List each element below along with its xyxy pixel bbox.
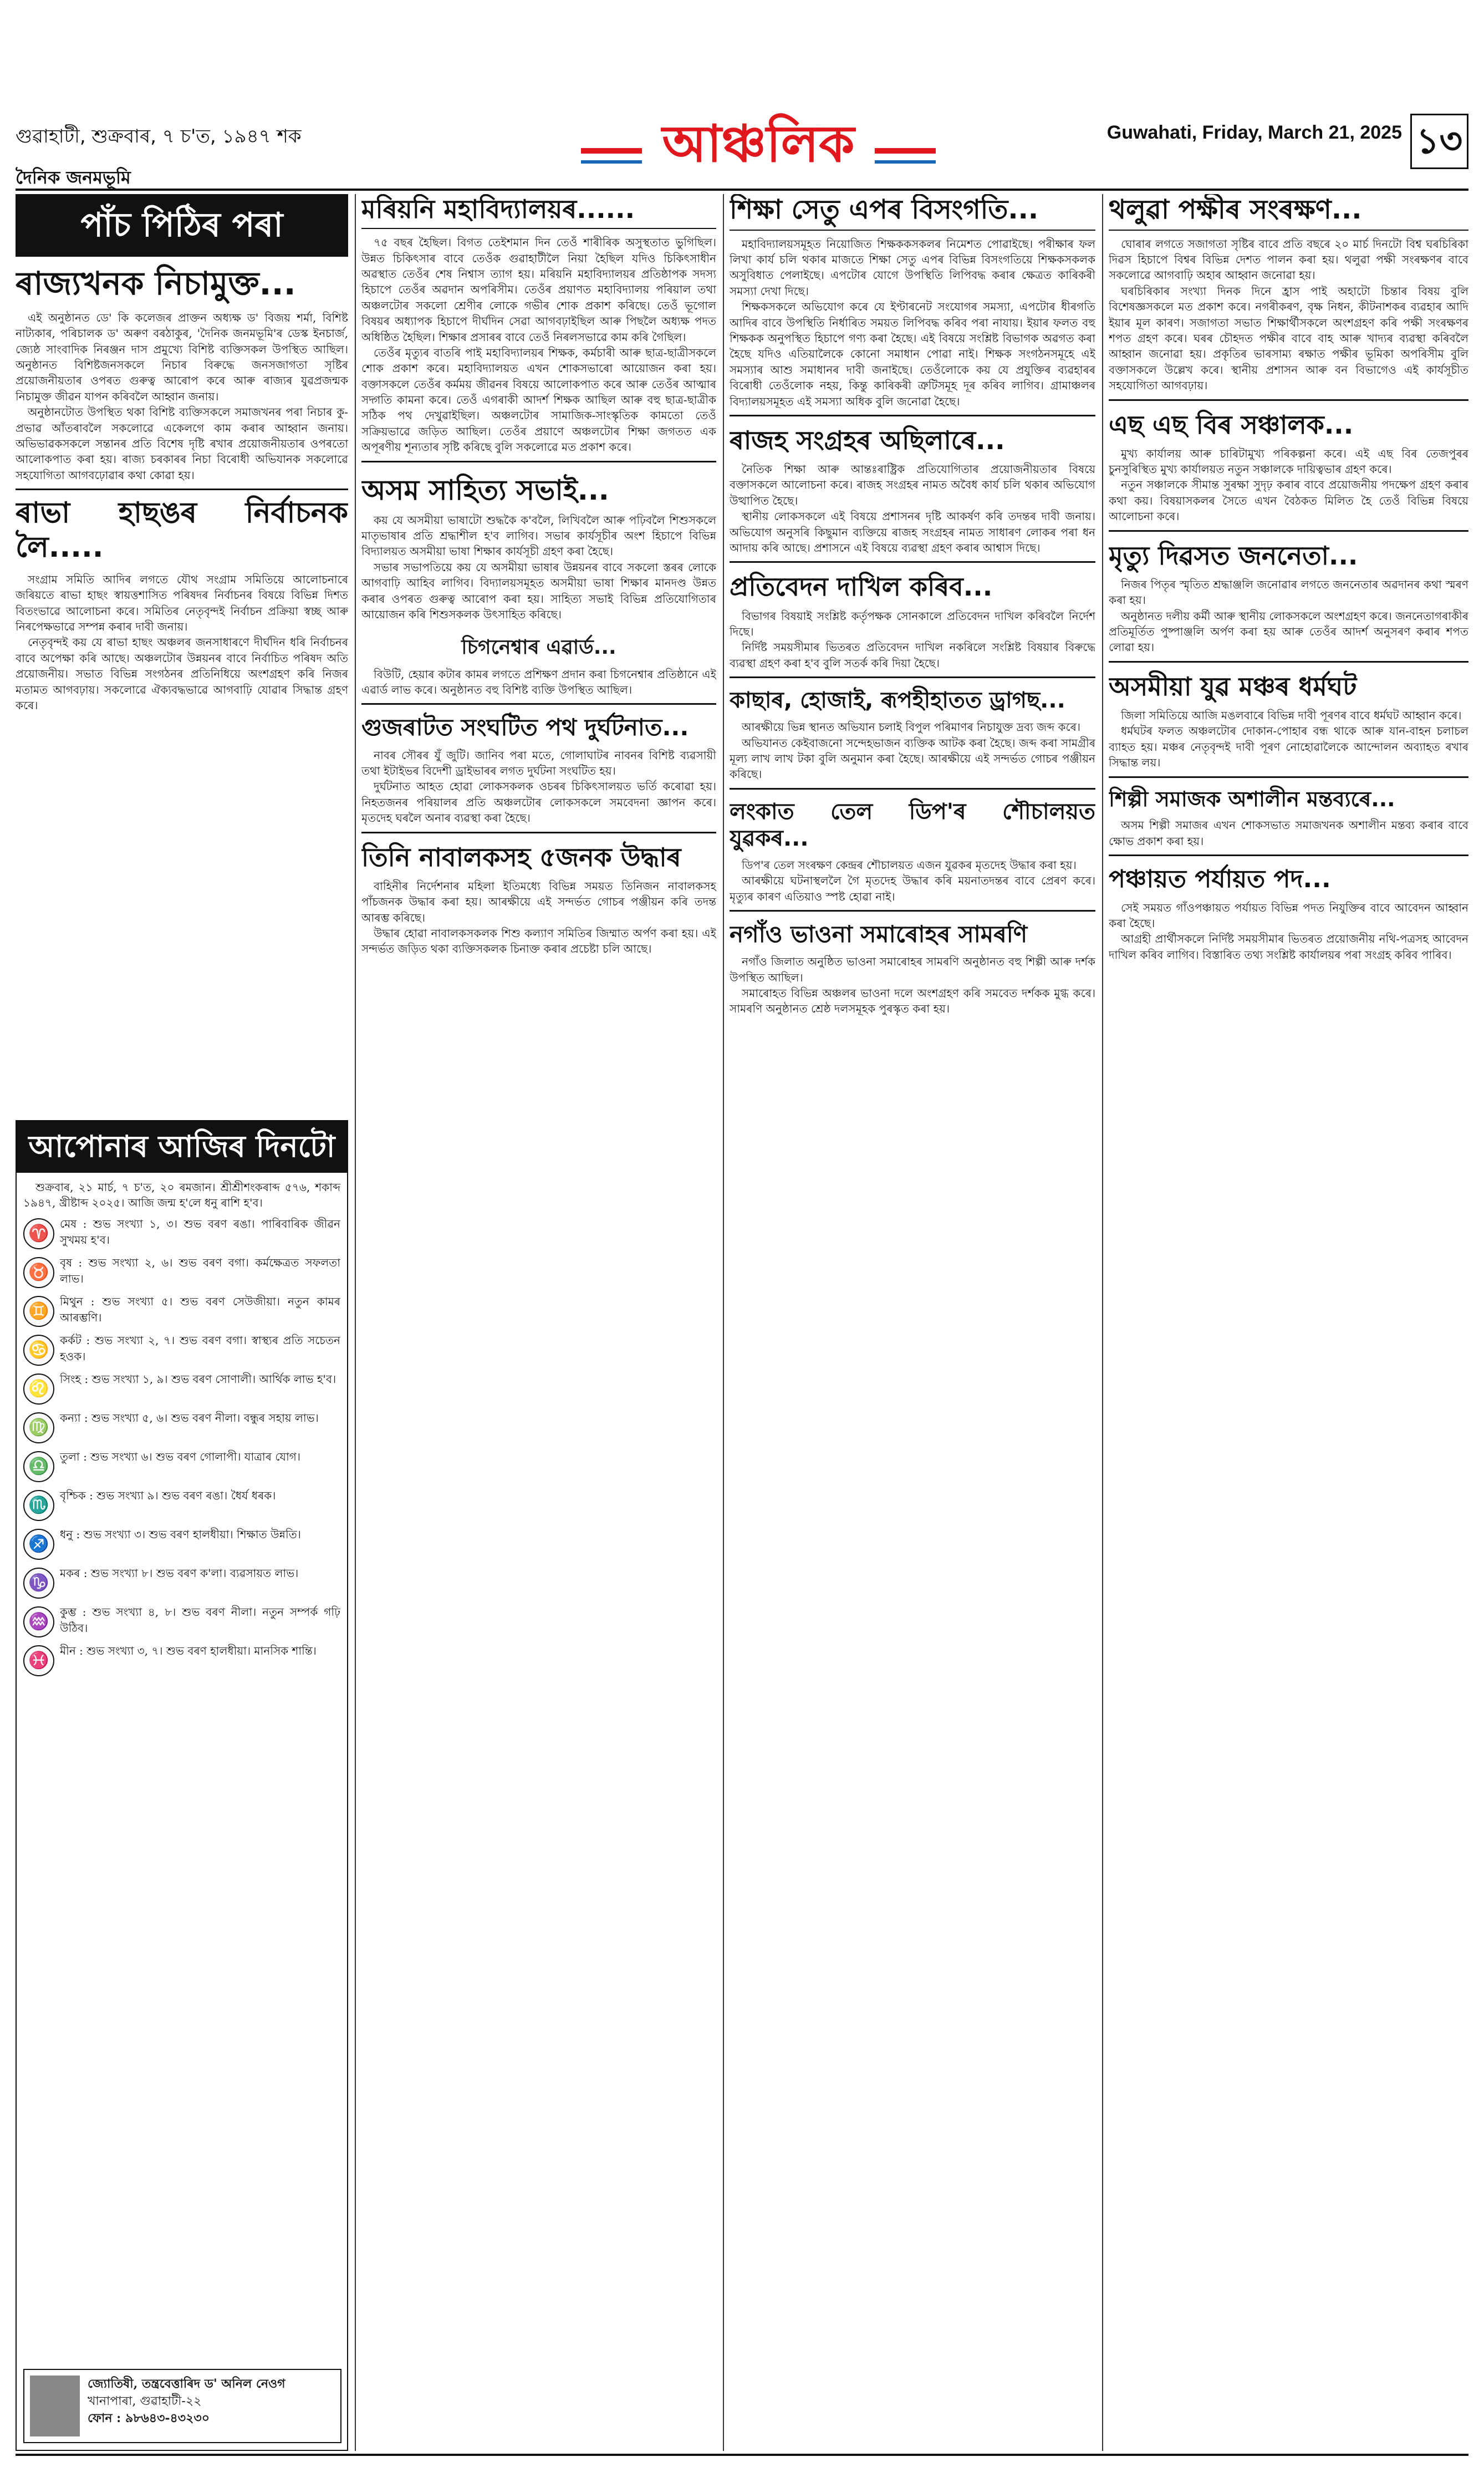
divider — [730, 561, 1095, 563]
column-2 — [361, 194, 716, 2451]
headline-revenue: ৰাজহ সংগ্ৰহৰ অছিলাৰে... — [730, 425, 1005, 455]
story-moriani-college: ৭৫ বছৰ হৈছিল। বিগত তেইশমান দিন তেওঁ শাৰীৰিক অসুস্থতাত ভুগিছিল। উন্নত চিকিৎসাৰ বাবে তেওঁক গুৱাহাটীলৈ নিয়া হৈছিল যদিও চিকিৎসাধীন অৱস্থাত তেওঁৰ শেষ নিশ্বাস ত্যাগ হয়। মৰিয়নি মহাবিদ্যালয়ৰ প্ৰতিষ্ঠাপক সদস্য হিচাপে তেওঁৰ অৱদান অপৰিসীম। তেওঁৰ প্ৰয়াণত মহাবিদ্যালয় পৰিয়াল তথা অঞ্চলটোৰ সকলো শ্ৰেণীৰ লোকে গভীৰ শোক প্ৰকাশ কৰিছে। তেওঁ ভূগোল বিষয়ৰ অধ্যাপক হিচাপে দীৰ্ঘদিন সেৱা আগবঢ়াইছিল আৰু পিছলৈ অধ্যক্ষ পদত অধিষ্ঠিত হৈছিল। শিক্ষাৰ প্ৰসাৰৰ বাবে তেওঁ নিৰলসভাৱে কাম কৰি গৈছিল। — [361, 236, 716, 344]
story-moriani-extra: তেওঁৰ মৃত্যুৰ বাতৰি পাই মহাবিদ্যালয়ৰ শিক্ষক, কৰ্মচাৰী আৰু ছাত্ৰ-ছাত্ৰীসকলে শোক প্ৰকাশ কৰে। মহাবিদ্যালয়ত এখন শোকসভাৰো আয়োজন কৰা হয়। বক্তাসকলে তেওঁৰ কৰ্মময় জীৱনৰ বিষয়ে আলোকপাত কৰে আৰু তেওঁৰ আত্মাৰ সদ্গতি কামনা কৰে। তেওঁ এগৰাকী আদৰ্শ শিক্ষক আছিল আৰু বহু ছাত্ৰ-ছাত্ৰীক সঠিক পথ দেখুৱাইছিল। অঞ্চলটোৰ সামাজিক-সাংস্কৃতিক কামতো তেওঁ সক্ৰিয়ভাৱে জড়িত আছিল। তেওঁৰ প্ৰয়াণে অঞ্চলটোৰ শিক্ষা জগতত এক অপূৰণীয় শূন্যতাৰ সৃষ্টি কৰিছে বুলি সকলোৱে মত প্ৰকাশ কৰে। — [361, 345, 716, 454]
divider — [16, 489, 348, 490]
zodiac-row — [23, 1488, 340, 1523]
astrology-intro: শুক্ৰবাৰ, ২১ মাৰ্চ, ৭ চ'ত, ২০ ৰমজান। শ্ৰীশ্ৰীশংকৰাব্দ ৫৭৬, শকাব্দ ১৯৪৭, খ্ৰীষ্টাব্দ ২০২৫। আজি জন্ম হ'লে ধনু ৰাশি হ'ব। — [23, 1180, 340, 1210]
divider — [730, 676, 1095, 678]
story-rabha-extra: নেতৃবৃন্দই কয় যে ৰাভা হাছং অঞ্চলৰ জনসাধাৰণে দীৰ্ঘদিন ধৰি নিৰ্বাচনৰ বাবে অপেক্ষা কৰি আছে। অঞ্চলটোৰ উন্নয়নৰ বাবে নিৰ্বাচিত পৰিষদ অতি প্ৰয়োজনীয়। সভাত বিভিন্ন সংগঠনৰ প্ৰতিনিধিয়ে অংশগ্ৰহণ কৰি নিজৰ মতামত আগবঢ়ায়। সকলোৱে ঐক্যবদ্ধভাৱে আগবাঢ়ি যোৱাৰ সিদ্ধান্ত গ্ৰহণ কৰে। — [16, 635, 348, 712]
divider — [361, 832, 716, 833]
story-oil-depot: ডিপ'ৰ তেল সংৰক্ষণ কেন্দ্ৰৰ শৌচালয়ত এজন যুৱকৰ মৃতদেহ উদ্ধাৰ কৰা হয়। — [742, 858, 1077, 872]
story-minors-rescued: বাহিনীৰ নিৰ্দেশনাৰ মহিলা ইতিমধ্যে বিভিন্ন সময়ত তিনিজন নাবালকসহ পাঁচজনক উদ্ধাৰ কৰা হয়। আৰক্ষীয়ে এই সন্দৰ্ভত গোচৰ পঞ্জীয়ন কৰি তদন্ত আৰম্ভ কৰিছে। — [361, 879, 716, 924]
story-youth-strike: জিলা সমিতিয়ে আজি মঙলবাৰে বিভিন্ন দাবী পূৰণৰ বাবে ধৰ্মঘট আহ্বান কৰে। — [1121, 708, 1462, 722]
zodiac-sign-icon: ♑ — [23, 1568, 54, 1599]
subhead-signeshwar-award: চিগনেশ্বাৰ এৱাৰ্ড... — [461, 636, 616, 659]
astrology-box — [16, 1120, 348, 2451]
story-nagaon-extra: সমাৰোহত বিভিন্ন অঞ্চলৰ ভাওনা দলে অংশগ্ৰহণ কৰি সমবেত দৰ্শকক মুগ্ধ কৰে। সামৰণি অনুষ্ঠানত শ্ৰেষ্ঠ দলসমূহক পুৰস্কৃত কৰা হয়। — [730, 986, 1095, 1016]
astrology-title: আপোনাৰ আজিৰ দিনটো — [17, 1121, 347, 1173]
story-shiksha-setu: মহাবিদ্যালয়সমূহত নিয়োজিত শিক্ষককসকলৰ নিমেশত পোৱাইছে। পৰীক্ষাৰ ফল লিখা কাৰ্য চলি থকাৰ মাজতে শিক্ষা সেতু এপৰ বিভিন্ন বিসংগতিয়ে শিক্ষকসকলক অসুবিধাত পেলাইছে। এপটোৰ যোগে উপস্থিতি লিপিবদ্ধ কৰাৰ ক্ষেত্ৰত কাৰিকৰী সমস্যা দেখা দিছে। — [730, 237, 1095, 298]
story-report: বিভাগৰ বিষয়াই সংশ্লিষ্ট কৰ্তৃপক্ষক সোনকালে প্ৰতিবেদন দাখিল কৰিবলৈ নিৰ্দেশ দিছে। — [730, 609, 1095, 638]
zodiac-row — [23, 1449, 340, 1484]
story-artist-society: অসম শিল্পী সমাজৰ এখন শোকসভাত সমাজখনক অশালীন মন্তব্য কৰাৰ বাবে ক্ষোভ প্ৰকাশ কৰা হয়। — [1109, 818, 1468, 848]
headline-minors-rescued: তিনি নাবালকসহ ৫জনক উদ্ধাৰ — [361, 842, 681, 872]
column-rule-1 — [355, 194, 356, 2451]
story-ssb-director: মুখ্য কাৰ্যালয় আৰু চাৰিটামুখ্য পৰিকল্পনা কৰে। এই এছ বিৰ তেজপুৰৰ চুনসুৰিস্থিত মুখ্য কাৰ্যালয়ত নতুন সঞ্চালকে দায়িত্বভাৰ গ্ৰহণ কৰে। — [1109, 446, 1468, 476]
divider — [361, 461, 716, 462]
divider — [1109, 854, 1468, 856]
logo-bar-left — [581, 148, 642, 154]
headline-drug-free: ৰাজ্যখনক নিচামুক্ত... — [16, 264, 296, 303]
zodiac-text: সিংহ : শুভ সংখ্যা ১, ৯। শুভ বৰণ সোণালী। আৰ্থিক লাভ হ'ব। — [60, 1372, 336, 1386]
story-minors-extra: উদ্ধাৰ হোৱা নাবালকসকলক শিশু কল্যাণ সমিতিৰ জিম্মাত অৰ্পণ কৰা হয়। এই সন্দৰ্ভত জড়িত থকা ব্যক্তিসকলক চিনাক্ত কৰাৰ প্ৰচেষ্টা চলি আছে। — [361, 926, 716, 956]
zodiac-sign-icon: ♓ — [23, 1645, 54, 1676]
story-bird-conservation: ঘোৰাৰ লগতে সজাগতা সৃষ্টিৰ বাবে প্ৰতি বছৰে ২০ মাৰ্চ দিনটো বিশ্ব ঘৰচিৰিকা দিৱস হিচাপে বিশ্বৰ বিভিন্ন দেশত পালন কৰা হয়। থলুৱা পক্ষী সংৰক্ষণৰ বাবে সকলোৱে আগবাঢ়ি অহাৰ আহ্বান জনোৱা হয়। — [1109, 237, 1468, 282]
zodiac-sign-icon: ♏ — [23, 1490, 54, 1521]
story-death-extra: অনুষ্ঠানত দলীয় কৰ্মী আৰু স্থানীয় লোকসকলে অংশগ্ৰহণ কৰে। জননেতাগৰাকীৰ প্ৰতিমূৰ্তিত পুষ্পাঞ্জলি অৰ্পণ কৰা হয় আৰু তেওঁৰ আদৰ্শ অনুসৰণ কৰাৰ শপত লোৱা হয়। — [1109, 609, 1468, 654]
story-oil-extra: আৰক্ষীয়ে ঘটনাস্থললৈ গৈ মৃতদেহ উদ্ধাৰ কৰি ময়নাতদন্তৰ বাবে প্ৰেৰণ কৰে। মৃত্যুৰ কাৰণ এতিয়াও স্পষ্ট হোৱা নাই। — [730, 874, 1095, 903]
story-sabha-extra: সভাৰ সভাপতিয়ে কয় যে অসমীয়া ভাষাৰ উন্নয়নৰ বাবে সকলো স্তৰৰ লোকে আগবাঢ়ি আহিব লাগিব। বিদ্যালয়সমূহত অসমীয়া ভাষা শিক্ষাৰ মানদণ্ড উন্নত কৰাৰ ওপৰত গুৰুত্ব আৰোপ কৰা হয়। সাহিত্য সভাই বিভিন্ন প্ৰতিযোগিতাৰ আয়োজন কৰি শিশুসকলক উৎসাহিত কৰিছে। — [361, 560, 716, 621]
story-shiksha-extra: শিক্ষকসকলে অভিযোগ কৰে যে ইণ্টাৰনেট সংযোগৰ সমস্যা, এপটোৰ ধীৰগতি আদিৰ বাবে উপস্থিতি নিৰ্ধাৰিত সময়ত লিপিবদ্ধ কৰিব পৰা নাযায়। ইয়াৰ ফলত বহু শিক্ষকক অনুপস্থিত হিচাপে গণ্য কৰা হৈছে। এই বিষয়ে সংশ্লিষ্ট বিভাগক অৱগত কৰা হৈছে যদিও এতিয়ালৈকে কোনো সমাধান পোৱা নাই। শিক্ষক সংগঠনসমূহে এই সমস্যাৰ আশু সমাধানৰ দাবী জনাইছে। তেওঁলোকে কয় যে প্ৰযুক্তিৰ ব্যৱহাৰৰ বিৰোধী তেওঁলোক নহয়, কিন্তু কাৰিকৰী ত্ৰুটিসমূহ দূৰ কৰিব লাগিব। গ্ৰামাঞ্চলৰ বিদ্যালয়সমূহত এই সমস্যা অধিক বুলি জনোৱা হৈছে। — [730, 300, 1095, 408]
story-sahitya-sabha: কয় যে অসমীয়া ভাষাটো শুদ্ধকৈ ক'বলৈ, লিখিবলৈ আৰু পঢ়িবলৈ শিশুসকলে মাতৃভাষাৰ প্ৰতি শ্ৰদ্ধাশীল হ'ব লাগিব। সভাৰ কাৰ্যসূচীৰ অংশ হিচাপে বিভিন্ন বিদ্যালয়ত অসমীয়া ভাষা শিক্ষাৰ কাৰ্যসূচী গ্ৰহণ কৰা হৈছে। — [361, 513, 716, 558]
headline-ssb-director: এছ এছ বিৰ সঞ্চালক... — [1109, 409, 1354, 440]
story-gujarat-extra: দুৰ্ঘটনাত আহত হোৱা লোকসকলক ওচৰৰ চিকিৎসালয়ত ভৰ্তি কৰোৱা হয়। নিহতজনৰ পৰিয়ালৰ প্ৰতি অঞ্চলটোৰ লোকসকলে সমবেদনা জ্ঞাপন কৰে। মৃতদেহ ঘৰলৈ অনাৰ ব্যৱস্থা কৰা হৈছে। — [361, 780, 716, 825]
zodiac-sign-icon: ♒ — [23, 1606, 54, 1637]
astrologer-phone: ফোন : ৯৮৬৪৩-৪৩২৩০ — [88, 2411, 210, 2426]
column-1 — [16, 194, 348, 1115]
section-title-box: পাঁচ পিঠিৰ পৰা — [16, 194, 348, 257]
divider — [1109, 399, 1468, 401]
headline-sahitya-sabha: অসম সাহিত্য সভাই... — [361, 474, 609, 506]
story-revenue-extra: স্থানীয় লোকসকলে এই বিষয়ে প্ৰশাসনৰ দৃষ্টি আকৰ্ষণ কৰি তদন্তৰ দাবী জনায়। অভিযোগ অনুসৰি কিছুমান ব্যক্তিয়ে ৰাজহ সংগ্ৰহৰ নামত সাধাৰণ লোকৰ পৰা ধন আদায় কৰি আছে। প্ৰশাসনে এই বিষয়ে ব্যৱস্থা গ্ৰহণ কৰাৰ আশ্বাস দিছে। — [730, 510, 1095, 555]
zodiac-row — [23, 1216, 340, 1252]
masthead — [16, 114, 1468, 186]
column-rule-3 — [1102, 194, 1103, 2451]
story-drug-free-extra: অনুষ্ঠানটোত উপস্থিত থকা বিশিষ্ট ব্যক্তিসকলে সমাজখনৰ পৰা নিচাৰ কু-প্ৰভাৱ আঁতৰাবলৈ সকলোৱে একেলগে কাম কৰাৰ আহ্বান জনায়। অভিভাৱকসকলে সন্তানৰ প্ৰতি বিশেষ দৃষ্টি ৰখাৰ প্ৰয়োজনীয়তাৰ ওপৰতো আলোকপাত কৰা হয়। ৰাজ্য চৰকাৰৰ নিচা বিৰোধী অভিযানক সকলোৱে সহযোগিতা আগবঢ়োৱাৰ কথা কোৱা হয়। — [16, 405, 348, 482]
zodiac-row — [23, 1255, 340, 1290]
bottom-rule — [16, 2454, 1468, 2456]
zodiac-text: কন্যা : শুভ সংখ্যা ৫, ৬। শুভ বৰণ নীলা। বন্ধুৰ সহায় লাভ। — [60, 1411, 319, 1425]
logo-bar-right-blue — [875, 160, 936, 164]
top-rule — [16, 189, 1468, 191]
zodiac-text: ধনু : শুভ সংখ্যা ৩। শুভ বৰণ হালধীয়া। শিক্ষাত উন্নতি। — [60, 1528, 301, 1542]
zodiac-text: মিথুন : শুভ সংখ্যা ৫। শুভ বৰণ সেউজীয়া। নতুন কামৰ আৰম্ভণি। — [60, 1295, 340, 1324]
story-drugs-seized: আৰক্ষীয়ে ভিন্ন স্থানত অভিযান চলাই বিপুল পৰিমাণৰ নিচাযুক্ত দ্ৰব্য জব্দ কৰে। — [742, 720, 1080, 734]
headline-rabha-hasong: ৰাভা হাছঙৰ নিৰ্বাচনক লৈ..... — [16, 496, 348, 564]
astrologer-card — [23, 2369, 341, 2443]
headline-nagaon-bhaona: নগাঁও ভাওনা সমাৰোহৰ সামৰণি — [730, 920, 1028, 948]
zodiac-text: বৃশ্চিক : শুভ সংখ্যা ৯। শুভ বৰণ ৰঙা। ধৈৰ্য ধৰক। — [60, 1489, 276, 1503]
divider — [361, 703, 716, 705]
astrologer-name: জ্যোতিষী, তন্ত্ৰবেত্তাৰিদ ড' অনিল নেওগ — [88, 2377, 285, 2391]
story-report-extra: নিৰ্দিষ্ট সময়সীমাৰ ভিতৰত প্ৰতিবেদন দাখিল নকৰিলে সংশ্লিষ্ট বিষয়াৰ বিৰুদ্ধে ব্যৱস্থা গ্ৰহণ কৰা হ'ব বুলি সতৰ্ক কৰি দিয়া হৈছে। — [730, 640, 1095, 670]
divider — [730, 415, 1095, 416]
divider — [730, 910, 1095, 912]
story-revenue: নৈতিক শিক্ষা আৰু আন্তঃৰাষ্ট্ৰিক প্ৰতিযোগিতাৰ প্ৰয়োজনীয়তাৰ বিষয়ে বক্তাসকলে আলোচনা কৰে। ৰাজহ সংগ্ৰহৰ নামত অবৈধ কাৰ্য চলি থকাৰ অভিযোগ উত্থাপিত হৈছে। — [730, 462, 1095, 507]
column-4 — [1109, 194, 1468, 2451]
column-rule-2 — [723, 194, 724, 2451]
masthead-date-assamese: গুৱাহাটী, শুক্ৰবাৰ, ৭ চ'ত, ১৯৪৭ শক — [16, 125, 302, 147]
headline-moriani-college: মৰিয়নি মহাবিদ্যালয়ৰ...... — [361, 194, 716, 229]
page-number: ১৩ — [1410, 114, 1468, 169]
story-drugs-extra: অভিযানত কেইবাজনো সন্দেহভাজন ব্যক্তিক আটক কৰা হৈছে। জব্দ কৰা সামগ্ৰীৰ মূল্য লাখ লাখ টকা বুলি অনুমান কৰা হৈছে। আৰক্ষীয়ে এই সন্দৰ্ভত গোচৰ পঞ্জীয়ন কৰিছে। — [730, 736, 1095, 781]
masthead-sub: দৈনিক জনমভূমি — [16, 167, 131, 188]
divider — [730, 788, 1095, 790]
zodiac-sign-icon: ♍ — [23, 1412, 54, 1443]
divider — [1109, 661, 1468, 663]
zodiac-row — [23, 1527, 340, 1562]
headline-panchayat: পঞ্চায়ত পৰ্যায়ত পদ... — [1109, 864, 1331, 893]
masthead-date-english: Guwahati, Friday, March 21, 2025 — [1106, 122, 1402, 143]
zodiac-row — [23, 1604, 340, 1640]
column-3 — [730, 194, 1095, 2451]
zodiac-text: তুলা : শুভ সংখ্যা ৬। শুভ বৰণ গোলাপী। যাত্ৰাৰ যোগ। — [60, 1450, 301, 1464]
zodiac-text: মেষ : শুভ সংখ্যা ১, ৩। শুভ বৰণ ৰঙা। পাৰিবাৰিক জীৱন সুখময় হ'ব। — [60, 1217, 340, 1247]
headline-drugs-seized: কাছাৰ, হোজাই, ৰূপহীহাতত ড্ৰাগছ... — [730, 688, 1065, 714]
headline-shiksha-setu: শিক্ষা সেতু এপৰ বিসংগতি... — [730, 194, 1095, 231]
story-signeshwar-award: বিউটি, হেয়াৰ কটাৰ কামৰ লগতে প্ৰশিক্ষণ প্ৰদান কৰা চিগনেশ্বাৰ প্ৰতিষ্ঠানে এই এৱাৰ্ড লাভ কৰে। অনুষ্ঠানত বহু বিশিষ্ট ব্যক্তি উপস্থিত আছিল। — [361, 667, 716, 696]
headline-oil-depot: লংকাত তেল ডিপ'ৰ শৌচালয়ত যুৱকৰ... — [730, 798, 1095, 851]
story-panchayat: সেই সময়ত গাঁওপঞ্চায়ত পৰ্যায়ত বিভিন্ন পদত নিযুক্তিৰ বাবে আবেদন আহ্বান কৰা হৈছে। — [1109, 901, 1468, 930]
zodiac-sign-icon: ♌ — [23, 1374, 54, 1405]
zodiac-list — [23, 1216, 340, 1678]
zodiac-text: কৰ্কট : শুভ সংখ্যা ২, ৭। শুভ বৰণ বগা। স্বাস্থ্যৰ প্ৰতি সচেতন হওক। — [60, 1334, 340, 1363]
zodiac-text: বৃষ : শুভ সংখ্যা ২, ৬। শুভ বৰণ বগা। কৰ্মক্ষেত্ৰত সফলতা লাভ। — [60, 1256, 340, 1285]
story-gujarat-accident: নাবৰ সৌৰৰ যুঁ জুটি। জানিব পৰা মতে, গোলাঘাটৰ নাবনৰ বিশিষ্ট ব্যৱসায়ী তথা ইটাইভৰ বিদেশী ড্ৰাইভাৰৰ লগত দুৰ্ঘটনা সংঘটিত হয়। — [361, 748, 716, 778]
zodiac-row — [23, 1565, 340, 1601]
story-drug-free: এই অনুষ্ঠানত ডে' কি কলেজৰ প্ৰাক্তন অধ্যক্ষ ড' বিজয় শৰ্মা, বিশিষ্ট নাট্যকাৰ, পৰিচালক ড' অৰুণ বৰঠাকুৰ, 'দৈনিক জনমভূমি'ৰ ডেস্ক ইনচাৰ্জ, জ্যেষ্ঠ সাংবাদিক নিৰঞ্জন দাস প্ৰমুখ্যে বিশিষ্ট ব্যক্তিসকল উপস্থিত আছিল। অনুষ্ঠানত বিশিষ্টজনসকলে নিচাৰ বিৰুদ্ধে জনসজাগতা সৃষ্টিৰ প্ৰয়োজনীয়তাৰ ওপৰত গুৰুত্ব আৰোপ কৰে আৰু ৰাজ্যৰ যুৱপ্ৰজন্মক নিচামুক্ত জীৱন যাপন কৰিবলৈ আহ্বান জনায়। — [16, 311, 348, 403]
zodiac-row — [23, 1294, 340, 1329]
story-nagaon-bhaona: নগাঁও জিলাত অনুষ্ঠিত ভাওনা সমাৰোহৰ সামৰণি অনুষ্ঠানত বহু শিল্পী আৰু দৰ্শক উপস্থিত আছিল। — [730, 955, 1095, 984]
zodiac-row — [23, 1332, 340, 1368]
zodiac-text: মীন : শুভ সংখ্যা ৩, ৭। শুভ বৰণ হালধীয়া। মানসিক শান্তি। — [60, 1644, 317, 1658]
headline-bird-conservation: থলুৱা পক্ষীৰ সংৰক্ষণ... — [1109, 194, 1468, 231]
divider — [1109, 530, 1468, 532]
astrology-body — [17, 1173, 347, 1689]
zodiac-row — [23, 1643, 340, 1678]
story-ssb-extra: নতুন সঞ্চালকে সীমান্ত সুৰক্ষা সুদৃঢ় কৰাৰ বাবে প্ৰয়োজনীয় পদক্ষেপ গ্ৰহণ কৰাৰ কথা কয়। বিষয়াসকলৰ সৈতে এখন বৈঠকত মিলিত হৈ তেওঁ বিভিন্ন বিষয়ে আলোচনা কৰে। — [1109, 478, 1468, 523]
story-bird-extra: ঘৰচিৰিকাৰ সংখ্যা দিনক দিনে হ্ৰাস পাই অহাটো চিন্তাৰ বিষয় বুলি বিশেষজ্ঞসকলে মত প্ৰকাশ কৰে। নগৰীকৰণ, বৃক্ষ নিধন, কীটনাশকৰ ব্যৱহাৰ আদি ইয়াৰ মূল কাৰণ। সজাগতা সভাত শিক্ষাৰ্থীসকলে অংশগ্ৰহণ কৰি পক্ষী সংৰক্ষণৰ শপত গ্ৰহণ কৰে। ঘৰৰ চৌহদত পক্ষীৰ বাবে বাহ আৰু খাদ্যৰ ব্যৱস্থা কৰিবলৈ আহ্বান জনোৱা হয়। প্ৰকৃতিৰ ভাৰসাম্য ৰক্ষাত পক্ষীৰ ভূমিকা অপৰিসীম বুলি বক্তাসকলে উল্লেখ কৰে। স্থানীয় প্ৰশাসন আৰু বন বিভাগেও এই কাৰ্যসূচীত সহযোগিতা আগবঢ়ায়। — [1109, 284, 1468, 393]
logo-bar-right — [875, 148, 936, 154]
zodiac-row — [23, 1410, 340, 1446]
zodiac-sign-icon: ♎ — [23, 1451, 54, 1482]
avatar — [30, 2376, 80, 2437]
zodiac-sign-icon: ♉ — [23, 1257, 54, 1288]
zodiac-text: মকৰ : শুভ সংখ্যা ৮। শুভ বৰণ ক'লা। ব্যৱসায়ত লাভ। — [60, 1566, 299, 1580]
story-death-anniversary: নিজৰ পিতৃৰ স্মৃতিত শ্ৰদ্ধাঞ্জলি জনোৱাৰ লগতে জননেতাৰ অৱদানৰ কথা স্মৰণ কৰা হয়। — [1109, 577, 1468, 607]
headline-gujarat-accident: গুজৰাটত সংঘটিত পথ দুৰ্ঘটনাত... — [361, 714, 689, 741]
headline-death-anniversary: মৃত্যু দিৱসত জননেতা... — [1109, 540, 1358, 571]
zodiac-sign-icon: ♋ — [23, 1335, 54, 1366]
story-rabha-hasong: সংগ্ৰাম সমিতি আদিৰ লগতে যৌথ সংগ্ৰাম সমিতিয়ে আলোচনাৰে জৰিয়তে ৰাভা হাছং স্বায়ত্তশাসিত পৰিষদৰ নিৰ্বাচনৰ বিষয়ে বিভিন্ন দিশত বিতংভাৱে আলোচনা কৰে। সমিতিৰ নেতৃবৃন্দই নিৰ্বাচন প্ৰক্ৰিয়া স্বচ্ছ আৰু নিৰপেক্ষভাৱে সম্পন্ন কৰাৰ দাবী জনায়। — [16, 572, 348, 634]
zodiac-sign-icon: ♈ — [23, 1218, 54, 1249]
zodiac-row — [23, 1371, 340, 1407]
zodiac-sign-icon: ♐ — [23, 1529, 54, 1560]
astrologer-place: খানাপাৰা, গুৱাহাটী-২২ — [88, 2394, 202, 2409]
zodiac-sign-icon: ♊ — [23, 1296, 54, 1327]
headline-youth-strike: অসমীয়া যুৱ মঞ্চৰ ধৰ্মঘট — [1109, 671, 1357, 701]
story-panchayat-extra: আগ্ৰহী প্ৰাৰ্থীসকলে নিৰ্দিষ্ট সময়সীমাৰ ভিতৰত প্ৰয়োজনীয় নথি-পত্ৰসহ আবেদন দাখিল কৰিব লাগিব। বিস্তাৰিত তথ্য সংশ্লিষ্ট কাৰ্যালয়ৰ পৰা সংগ্ৰহ কৰিব পাৰিব। — [1109, 932, 1468, 962]
zodiac-text: কুম্ভ : শুভ সংখ্যা ৪, ৮। শুভ বৰণ নীলা। নতুন সম্পৰ্ক গঢ়ি উঠিব। — [60, 1605, 340, 1635]
divider — [1109, 776, 1468, 778]
story-youth-extra: ধৰ্মঘটৰ ফলত অঞ্চলটোৰ দোকান-পোহাৰ বন্ধ থাকে আৰু যান-বাহন চলাচল ব্যাহত হয়। মঞ্চৰ নেতৃবৃন্দই দাবী পূৰণ নোহোৱালৈকে আন্দোলন অব্যাহত ৰখাৰ সিদ্ধান্ত লয়। — [1109, 724, 1468, 770]
newspaper-logo: আঞ্চলিক — [662, 114, 855, 174]
headline-report: প্ৰতিবেদন দাখিল কৰিব... — [730, 572, 993, 602]
headline-artist-society: শিল্পী সমাজক অশালীন মন্তব্যৰে... — [1109, 786, 1395, 811]
logo-bar-left-blue — [581, 160, 642, 164]
